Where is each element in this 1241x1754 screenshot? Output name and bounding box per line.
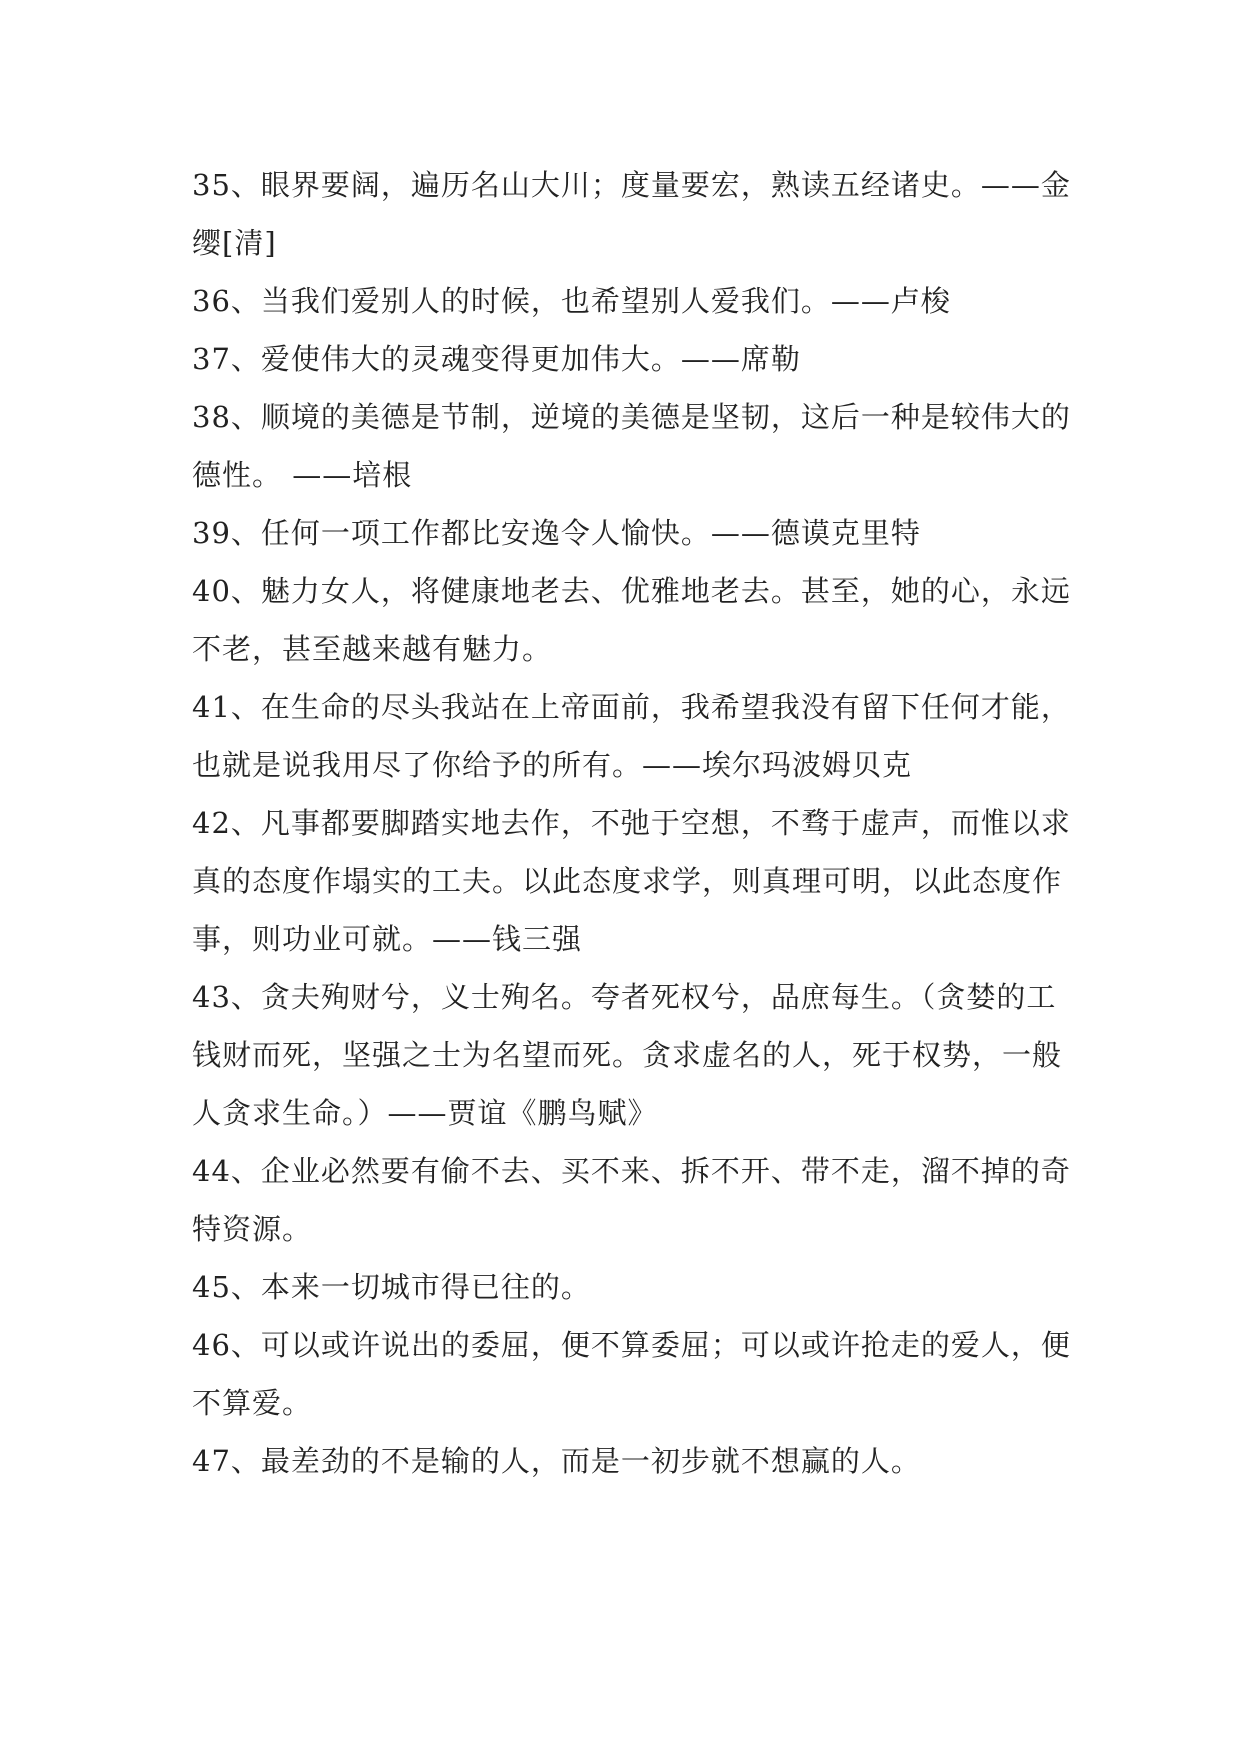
quote-47: 47、最差劲的不是输的人，而是一初步就不想赢的人。 [192,1444,921,1478]
quote-46: 46、可以或许说出的委屈，便不算委屈；可以或许抢走的爱人，便不算爱。 [192,1328,1071,1420]
quote-44: 44、企业必然要有偷不去、买不来、拆不开、带不走，溜不掉的奇特资源。 [192,1154,1071,1246]
quote-list [192,156,1072,1490]
quote-38: 38、顺境的美德是节制，逆境的美德是坚韧，这后一种是较伟大的德性。 ——培根 [192,400,1071,492]
quote-41: 41、在生命的尽头我站在上帝面前，我希望我没有留下任何才能，也就是说我用尽了你给予的所有。——埃尔玛波姆贝克 [192,690,1071,782]
quote-39: 39、任何一项工作都比安逸令人愉快。——德谟克里特 [192,516,921,550]
quote-45: 45、本来一切城市得已往的。 [192,1270,591,1304]
quote-37: 37、爱使伟大的灵魂变得更加伟大。——席勒 [192,342,801,376]
quote-35: 35、眼界要阔，遍历名山大川；度量要宏，熟读五经诸史。——金缨[清] [192,168,1071,260]
quote-42: 42、凡事都要脚踏实地去作，不弛于空想，不骛于虚声，而惟以求真的态度作塌实的工夫。以此态度求学，则真理可明，以此态度作事，则功业可就。——钱三强 [192,806,1071,956]
quote-43: 43、贪夫殉财兮，义士殉名。夸者死权兮，品庶每生。（贪婪的工钱财而死，坚强之士为名望而死。贪求虚名的人，死于权势，一般人贪求生命。）——贾谊《鹏鸟赋》 [192,980,1063,1130]
quote-40: 40、魅力女人，将健康地老去、优雅地老去。甚至，她的心，永远不老，甚至越来越有魅力。 [192,574,1071,666]
quote-36: 36、当我们爱别人的时候，也希望别人爱我们。——卢梭 [192,284,951,318]
